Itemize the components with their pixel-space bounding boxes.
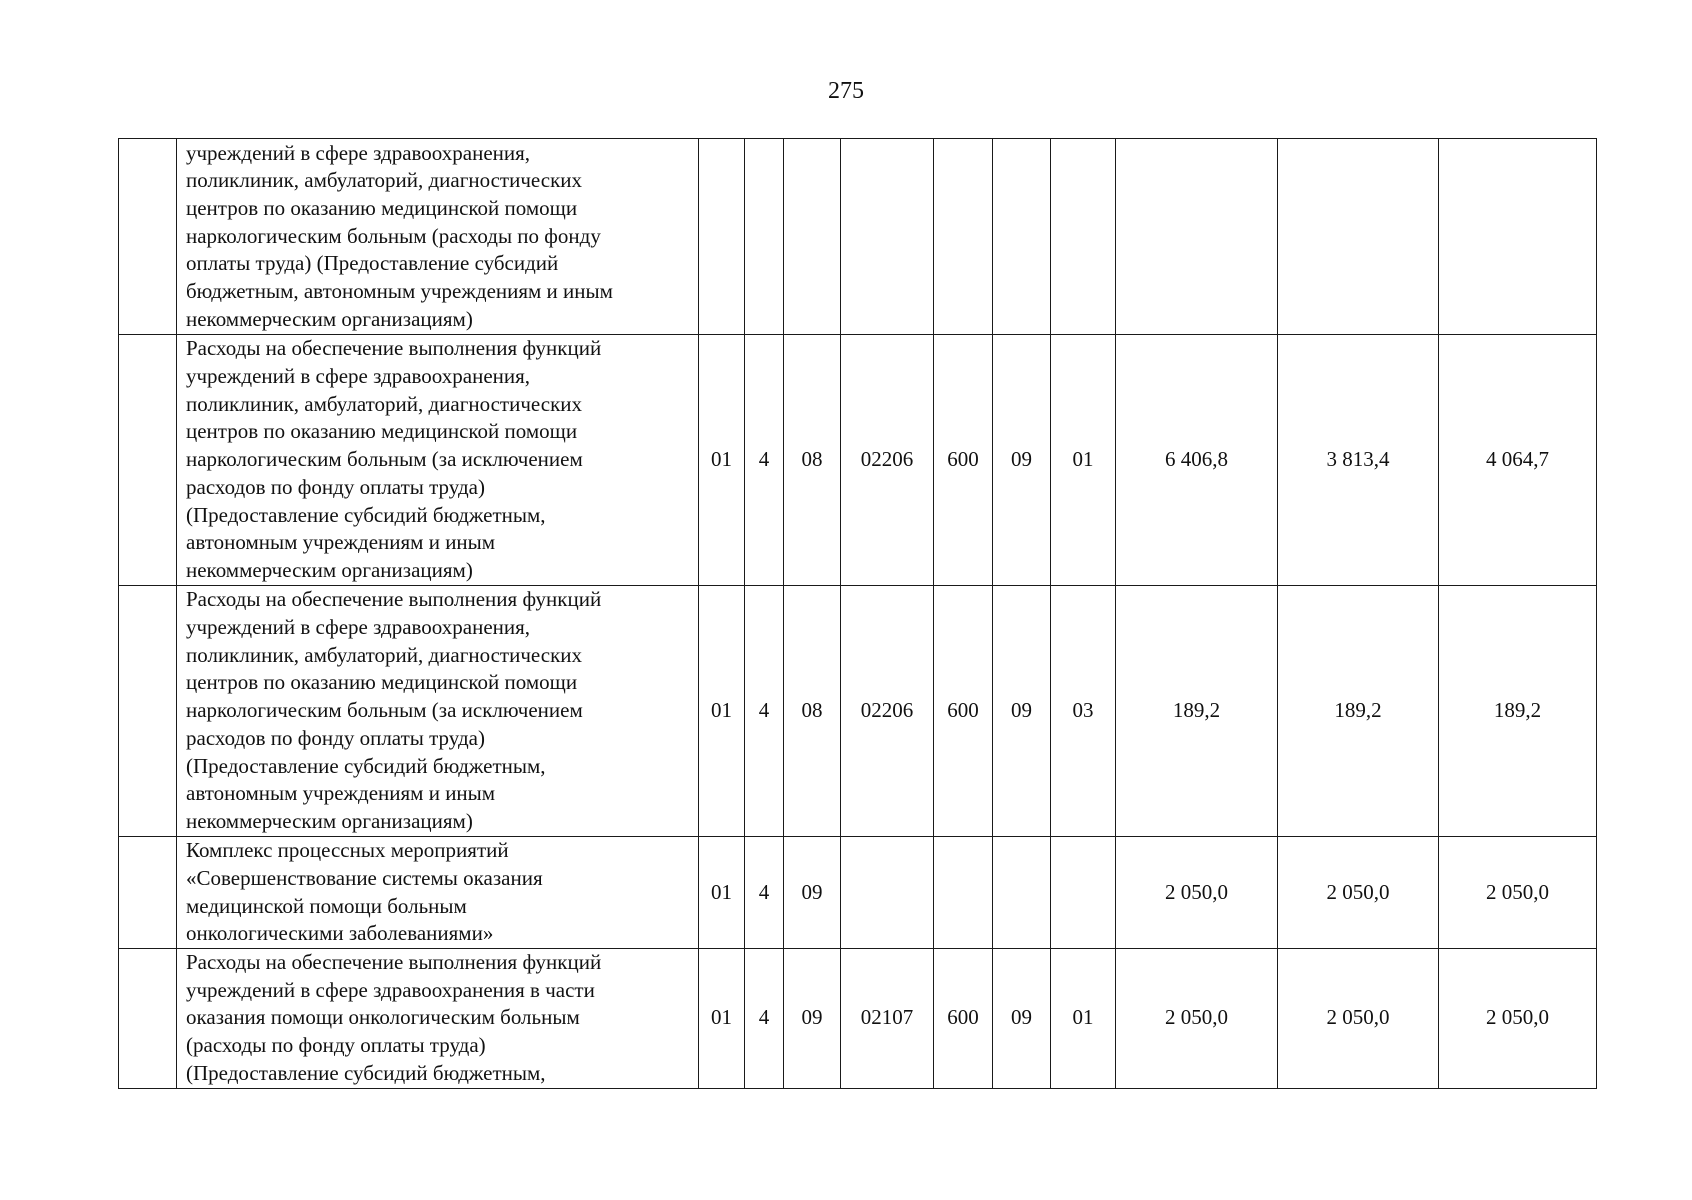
- amount-cell-3: 189,2: [1439, 586, 1597, 837]
- code-cell-7: 01: [1051, 335, 1116, 586]
- code-cell-3: 09: [784, 837, 841, 949]
- row-number-cell: [119, 837, 177, 949]
- amount-cell-2: 189,2: [1278, 586, 1439, 837]
- code-cell-4: 02107: [841, 949, 934, 1089]
- amount-cell-3: 2 050,0: [1439, 949, 1597, 1089]
- amount-cell-3: 4 064,7: [1439, 335, 1597, 586]
- code-cell-6: 09: [993, 949, 1051, 1089]
- description-cell: Расходы на обеспечение выполнения функций учреждений в сфере здравоохранения, поликлиник, амбулаторий, диагностических центров по оказанию медицинской помощи наркологическим больным (за исключением расходов по фонду оплаты труда) (Предоставление субсидий бюджетным, автономным учреждениям и иным некоммерческим организациям): [177, 586, 699, 837]
- description-cell: учреждений в сфере здравоохранения, поликлиник, амбулаторий, диагностических центров по оказанию медицинской помощи наркологическим больным (расходы по фонду оплаты труда) (Предоставление субсидий бюджетным, автономным учреждениям и иным некоммерческим организациям): [177, 139, 699, 335]
- code-cell-3: [784, 139, 841, 335]
- code-cell-6: [993, 139, 1051, 335]
- table-row: [119, 949, 1597, 1089]
- row-number-cell: [119, 949, 177, 1089]
- code-cell-6: 09: [993, 586, 1051, 837]
- table-row: [119, 139, 1597, 335]
- code-cell-2: 4: [745, 586, 784, 837]
- code-cell-5: 600: [934, 335, 993, 586]
- code-cell-2: 4: [745, 837, 784, 949]
- code-cell-3: 08: [784, 586, 841, 837]
- amount-cell-2: 2 050,0: [1278, 949, 1439, 1089]
- row-number-cell: [119, 335, 177, 586]
- page-number: 275: [828, 78, 864, 104]
- amount-cell-2: [1278, 139, 1439, 335]
- code-cell-3: 09: [784, 949, 841, 1089]
- code-cell-6: 09: [993, 335, 1051, 586]
- code-cell-7: 01: [1051, 949, 1116, 1089]
- amount-cell-1: [1116, 139, 1278, 335]
- code-cell-7: [1051, 139, 1116, 335]
- code-cell-4: 02206: [841, 335, 934, 586]
- code-cell-1: 01: [699, 837, 745, 949]
- description-cell: Комплекс процессных мероприятий «Совершенствование системы оказания медицинской помощи больным онкологическими заболеваниями»: [177, 837, 699, 949]
- code-cell-4: [841, 837, 934, 949]
- code-cell-3: 08: [784, 335, 841, 586]
- amount-cell-3: 2 050,0: [1439, 837, 1597, 949]
- code-cell-2: 4: [745, 949, 784, 1089]
- code-cell-4: 02206: [841, 586, 934, 837]
- budget-table: [118, 138, 1597, 1089]
- table-row: [119, 335, 1597, 586]
- amount-cell-2: 3 813,4: [1278, 335, 1439, 586]
- code-cell-6: [993, 837, 1051, 949]
- description-cell: Расходы на обеспечение выполнения функций учреждений в сфере здравоохранения, поликлиник, амбулаторий, диагностических центров по оказанию медицинской помощи наркологическим больным (за исключением расходов по фонду оплаты труда) (Предоставление субсидий бюджетным, автономным учреждениям и иным некоммерческим организациям): [177, 335, 699, 586]
- code-cell-5: [934, 837, 993, 949]
- code-cell-1: 01: [699, 949, 745, 1089]
- code-cell-1: 01: [699, 335, 745, 586]
- code-cell-5: 600: [934, 949, 993, 1089]
- amount-cell-1: 189,2: [1116, 586, 1278, 837]
- description-cell: Расходы на обеспечение выполнения функций учреждений в сфере здравоохранения в части оказания помощи онкологическим больным (расходы по фонду оплаты труда) (Предоставление субсидий бюджетным,: [177, 949, 699, 1089]
- amount-cell-1: 2 050,0: [1116, 949, 1278, 1089]
- row-number-cell: [119, 139, 177, 335]
- code-cell-2: 4: [745, 335, 784, 586]
- code-cell-7: 03: [1051, 586, 1116, 837]
- row-number-cell: [119, 586, 177, 837]
- code-cell-1: 01: [699, 586, 745, 837]
- code-cell-7: [1051, 837, 1116, 949]
- code-cell-4: [841, 139, 934, 335]
- code-cell-2: [745, 139, 784, 335]
- amount-cell-1: 6 406,8: [1116, 335, 1278, 586]
- amount-cell-2: 2 050,0: [1278, 837, 1439, 949]
- code-cell-5: [934, 139, 993, 335]
- amount-cell-1: 2 050,0: [1116, 837, 1278, 949]
- table-row: [119, 837, 1597, 949]
- amount-cell-3: [1439, 139, 1597, 335]
- table-row: [119, 586, 1597, 837]
- code-cell-5: 600: [934, 586, 993, 837]
- code-cell-1: [699, 139, 745, 335]
